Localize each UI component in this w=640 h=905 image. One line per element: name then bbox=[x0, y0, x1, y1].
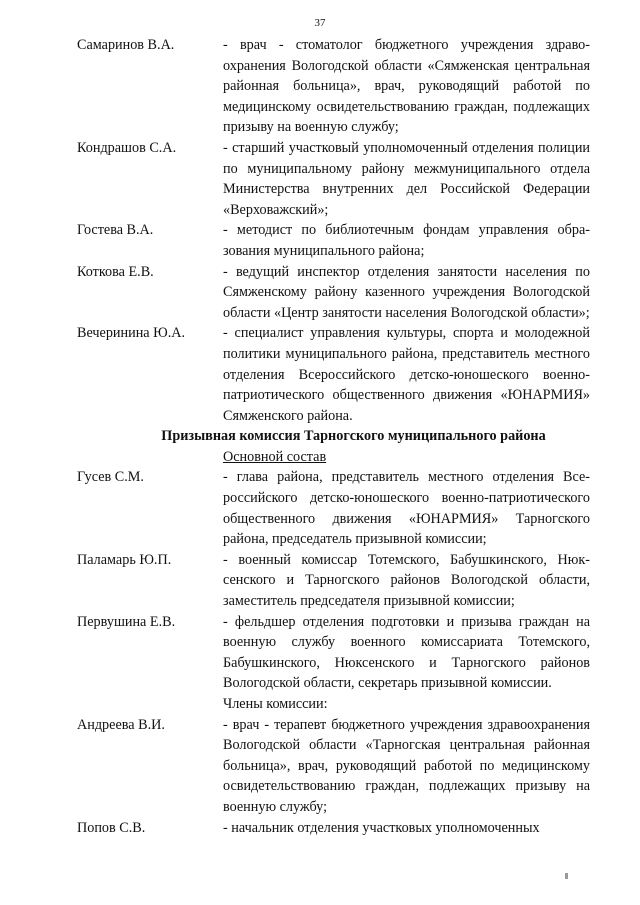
list-item bbox=[77, 818, 590, 839]
main-composition-heading: Основной состав bbox=[223, 448, 327, 465]
list-item bbox=[77, 262, 590, 324]
member-name: Кондрашов С.А. bbox=[77, 139, 177, 156]
document-body bbox=[77, 35, 590, 838]
member-name: Гостева В.А. bbox=[77, 222, 154, 239]
list-item bbox=[77, 138, 590, 220]
list-item bbox=[77, 612, 590, 694]
member-position: - врач - стоматолог бюджетного учреждения здравоохранения Вологодской области «Сямженская центральная районная больница», врач, руководящий работой по медицинскому освидетельствованию граждан, подлежащих призыву на военную службу; bbox=[223, 37, 590, 136]
member-position: - специалист управления культуры, спорта и молодежной политики муниципального района, представитель местного отделения Всероссийского детско-юношеского военно-патриотического общественного движения «ЮНАРМИЯ» Сямженского района. bbox=[223, 325, 590, 424]
member-name: Андреева В.И. bbox=[77, 716, 165, 733]
list-item bbox=[77, 550, 590, 612]
list-item bbox=[77, 715, 590, 818]
scan-mark bbox=[565, 873, 568, 879]
member-name: Паламарь Ю.П. bbox=[77, 551, 172, 568]
member-name: Коткова Е.В. bbox=[77, 263, 154, 280]
list-item bbox=[77, 467, 590, 549]
member-position: - фельдшер отделения подготовки и призыва граждан на военную службу военного комиссариата Тотемского, Бабушкинского, Нюксенского и Тарногского районов Вологодской области, секретарь призывной комиссии. bbox=[223, 613, 590, 692]
list-item bbox=[77, 220, 590, 261]
member-name: Гусев С.М. bbox=[77, 469, 144, 486]
list-item bbox=[77, 35, 590, 138]
page-number: 37 bbox=[314, 17, 326, 29]
member-name: Вечеринина Ю.А. bbox=[77, 325, 186, 342]
member-position: - военный комиссар Тотемского, Бабушкинского, Нюксенского и Тарногского районов Вологодской области, заместитель председателя призывной комиссии; bbox=[223, 551, 590, 610]
member-name: Попов С.В. bbox=[77, 819, 146, 836]
list-item bbox=[77, 323, 590, 426]
commission-title: Призывная комиссия Тарногского муниципального района bbox=[161, 428, 546, 445]
member-position: - начальник отделения участковых уполномоченных bbox=[223, 819, 540, 836]
members-heading: Члены комиссии: bbox=[223, 696, 328, 712]
member-position: - методист по библиотечным фондам управления образования муниципального района; bbox=[223, 222, 590, 259]
member-position: - врач - терапевт бюджетного учреждения здравоохранения Вологодской области «Тарногская центральная районная больница», врач, руководящий работой по медицинскому освидетельствованию граждан, подлежащих призыву на военную службу; bbox=[223, 716, 590, 815]
member-position: - глава района, представитель местного отделения Всероссийского детско-юношеского военно-патриотического общественного движения «ЮНАРМИЯ» Тарногского района, председатель призывной комиссии; bbox=[223, 469, 590, 548]
member-position: - старший участковый уполномоченный отделения полиции по муниципальному району межмуниципального отдела Министерства внутренних дел Российской Федерации «Верховажский»; bbox=[223, 139, 590, 218]
member-name: Самаринов В.А. bbox=[77, 37, 175, 53]
member-position: - ведущий инспектор отделения занятости населения по Сямженскому району казенного учреждения Вологодской области «Центр занятости населения Вологодской области»; bbox=[223, 263, 590, 321]
member-name: Первушина Е.В. bbox=[77, 613, 176, 630]
